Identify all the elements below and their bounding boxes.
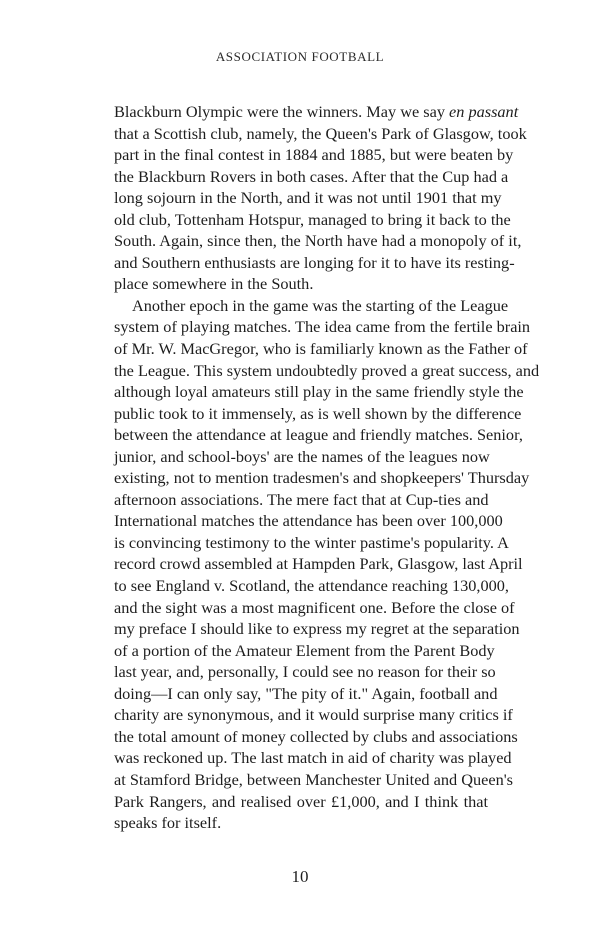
text-segment: Another epoch in the game was the starting of the League	[132, 295, 509, 315]
text-segment: speaks for itself.	[114, 813, 222, 833]
text-line	[114, 316, 531, 338]
text-line	[114, 338, 528, 360]
text-line	[114, 187, 502, 209]
text-line	[114, 446, 488, 468]
text-line	[114, 618, 520, 640]
text-line	[114, 360, 540, 382]
text-segment: South. Again, since then, the North have had a monopoly of it,	[114, 231, 522, 251]
text-segment: to see England v. Scotland, the attendance reaching 130,000,	[114, 576, 509, 596]
page-number: 10	[291, 867, 309, 886]
text-segment: was reckoned up. The last match in aid of charity was played	[114, 748, 512, 768]
text-segment: place somewhere in the South.	[114, 274, 314, 294]
text-segment: of Mr. W. MacGregor, who is familiarly known as the Father of	[114, 339, 528, 359]
text-line	[114, 101, 519, 123]
text-segment: is convincing testimony to the winter pastime's popularity. A	[114, 532, 509, 552]
text-line	[114, 769, 513, 791]
text-segment: charity are synonymous, and it would surprise many critics if	[114, 705, 513, 725]
text-segment: the League. This system undoubtedly proved a great success, and	[114, 360, 540, 380]
text-line	[114, 791, 488, 813]
text-line	[114, 252, 515, 274]
body-text	[114, 101, 540, 834]
paragraph	[114, 101, 527, 295]
text-segment: the total amount of money collected by clubs and associations	[114, 726, 518, 746]
text-line	[114, 123, 527, 145]
text-line	[114, 166, 509, 188]
text-segment: my preface I should like to express my regret at the separation	[114, 619, 520, 639]
text-line	[114, 597, 515, 619]
text-line	[114, 640, 495, 662]
italic-phrase: en passant	[449, 102, 519, 121]
text-line	[114, 144, 514, 166]
text-line	[114, 489, 488, 511]
text-segment: and Southern enthusiasts are longing for it to have its resting-	[114, 252, 515, 272]
text-line	[114, 661, 496, 683]
text-line	[114, 403, 522, 425]
text-segment: at Stamford Bridge, between Manchester United and Queen's	[114, 769, 513, 789]
text-line	[114, 575, 509, 597]
text-segment: long sojourn in the North, and it was not until 1901 that my	[114, 188, 502, 208]
text-line	[114, 553, 523, 575]
text-segment: Park Rangers, and realised over £1,000, and I think that	[114, 791, 488, 811]
text-line	[114, 683, 498, 705]
text-segment: doing—I can only say, "The pity of it." Again, football and	[114, 683, 498, 703]
text-segment: record crowd assembled at Hampden Park, Glasgow, last April	[114, 554, 523, 574]
text-segment: junior, and school-boys' are the names of the leagues now	[114, 446, 490, 466]
text-line	[114, 295, 509, 317]
running-head: ASSOCIATION FOOTBALL	[215, 49, 385, 64]
text-line	[114, 230, 522, 252]
text-line	[114, 532, 509, 554]
text-segment: International matches the attendance has been over 100,000	[114, 511, 503, 531]
text-segment: of a portion of the Amateur Element from the Parent Body	[114, 640, 495, 660]
text-segment: public took to it immensely, as is well shown by the difference	[114, 403, 522, 423]
text-line	[114, 273, 488, 295]
text-segment: part in the final contest in 1884 and 1885, but were beaten by	[114, 145, 514, 165]
text-line	[114, 209, 511, 231]
text-line	[114, 467, 530, 489]
text-line	[114, 381, 524, 403]
text-line	[114, 704, 513, 726]
text-segment: the Blackburn Rovers in both cases. After that the Cup had a	[114, 166, 509, 186]
text-segment: between the attendance at league and friendly matches. Senior,	[114, 425, 523, 445]
text-line	[114, 726, 518, 748]
paragraph	[114, 295, 540, 834]
text-segment: old club, Tottenham Hotspur, managed to bring it back to the	[114, 209, 511, 229]
text-segment: existing, not to mention tradesmen's and shopkeepers' Thursday	[114, 468, 530, 488]
text-segment: although loyal amateurs still play in the same friendly style the	[114, 382, 524, 402]
text-segment: and the sight was a most magnificent one. Before the close of	[114, 597, 515, 617]
text-segment: last year, and, personally, I could see no reason for their so	[114, 662, 496, 682]
text-line	[114, 510, 503, 532]
text-segment: afternoon associations. The mere fact that at Cup-ties and	[114, 489, 489, 509]
text-segment: Blackburn Olympic were the winners. May we say	[114, 102, 450, 121]
text-line	[114, 747, 512, 769]
text-line	[114, 424, 523, 446]
text-segment: that a Scottish club, namely, the Queen's Park of Glasgow, took	[114, 123, 527, 143]
text-line	[114, 812, 488, 834]
text-segment: system of playing matches. The idea came from the fertile brain	[114, 317, 531, 337]
